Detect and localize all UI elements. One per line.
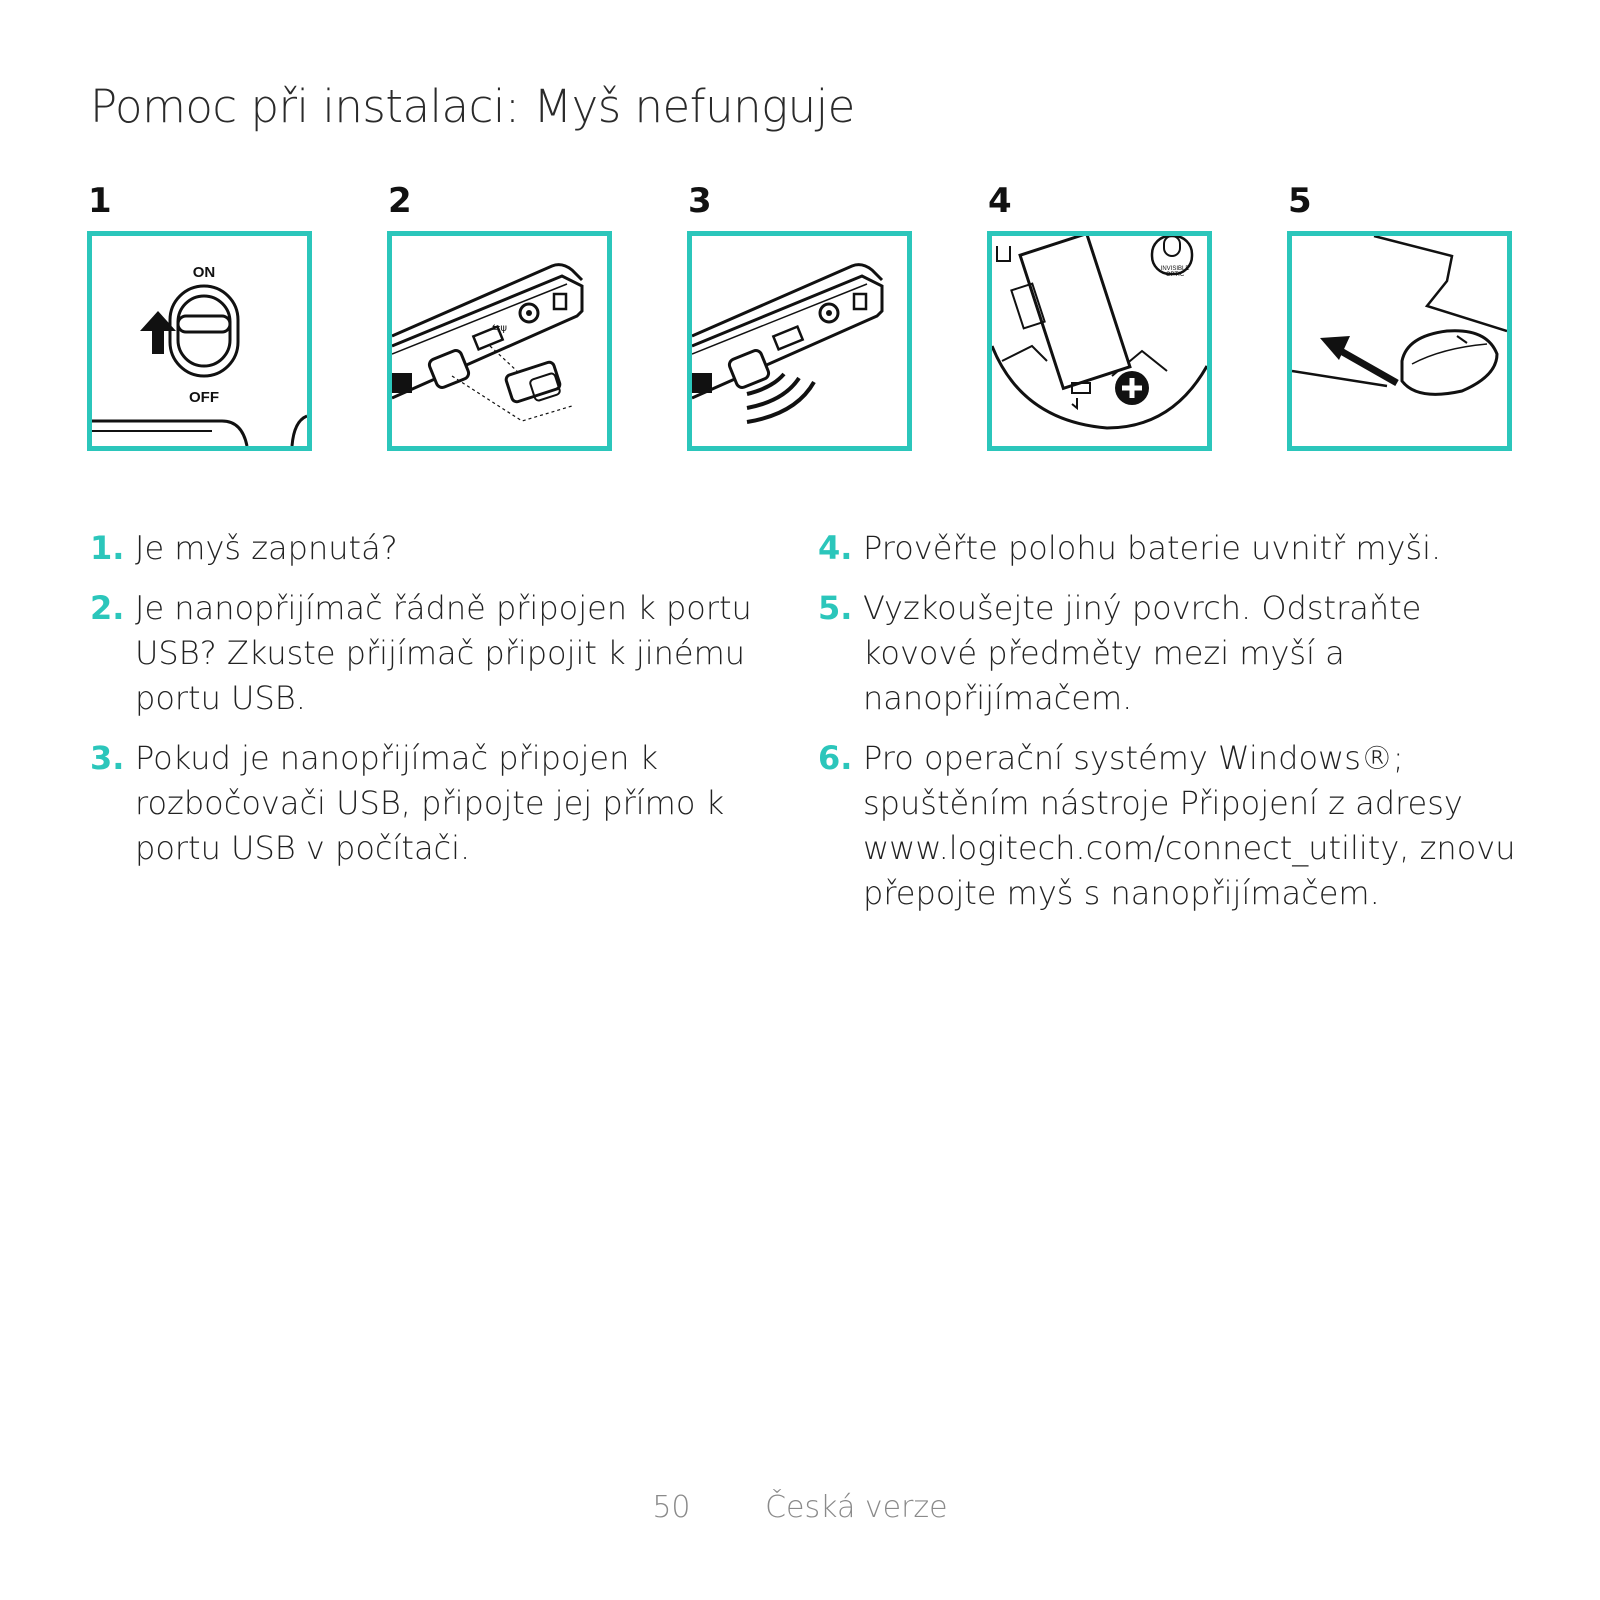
step-number-5: 5 (1288, 181, 1312, 221)
figure-usb-receiver (387, 231, 612, 451)
list-item (818, 736, 1518, 916)
switch-off-label: OFF (189, 389, 219, 406)
step-number-4: 4 (988, 181, 1012, 221)
step-number-2: 2 (388, 181, 412, 221)
battery-illustration (992, 236, 1207, 446)
usb-symbol-icon: ⇆ψ (492, 323, 507, 334)
item-number: 4. (818, 529, 853, 567)
mouse-body-edge (92, 421, 247, 446)
nano-receiver-plugged (728, 349, 771, 390)
step-number-1: 1 (88, 181, 112, 221)
figure-power-switch (87, 231, 312, 451)
page-number: 50 (652, 1490, 691, 1525)
item-number: 6. (818, 739, 853, 777)
switch-on-label: ON (192, 264, 216, 281)
item-text: Pro operační systémy Windows®; spuštěním nástroje Připojení z adresy www.logitech.com/connect_utility, znovu přepojte myš s nanopřijímačem. (863, 739, 1516, 912)
item-number: 1. (90, 529, 125, 567)
item-text: Je nanopřijímač řádně připojen k portu USB? Zkuste přijímač připojit k jinému portu USB. (135, 589, 752, 717)
page-title: Pomoc při instalaci: Myš nefunguje (90, 80, 855, 133)
item-text: Pokud je nanopřijímač připojen k rozbočovači USB, připojte jej přímo k portu USB v počítači. (135, 739, 725, 867)
switch-knob (178, 316, 230, 332)
mouse-surface-illustration (1292, 236, 1507, 446)
item-number: 3. (90, 739, 125, 777)
troubleshoot-list-left (90, 526, 770, 886)
laptop-usb-illustration (392, 236, 607, 446)
figure-receiver-signal (687, 231, 912, 451)
language-label: Česká verze (765, 1490, 948, 1525)
laptop-signal-illustration (692, 236, 907, 446)
item-text: Vyzkoušejte jiný povrch. Odstraňte kovové předměty mezi myší a nanopřijímačem. (863, 589, 1422, 717)
optic-label: OPTIC (1165, 272, 1185, 278)
invisible-label: INVISIBLE (1160, 266, 1190, 272)
list-item (818, 526, 1518, 571)
troubleshoot-list-right (818, 526, 1518, 931)
power-switch-illustration (92, 236, 307, 446)
list-item (90, 526, 770, 571)
battery-icon (1020, 236, 1130, 388)
list-item (90, 586, 770, 721)
item-text: Prověřte polohu baterie uvnitř myši. (863, 529, 1442, 567)
page-footer (0, 1490, 1600, 1525)
figure-surface (1287, 231, 1512, 451)
item-number: 2. (90, 589, 125, 627)
list-item (818, 586, 1518, 721)
figure-battery (987, 231, 1212, 451)
list-item (90, 736, 770, 871)
item-text: Je myš zapnutá? (135, 529, 398, 567)
item-number: 5. (818, 589, 853, 627)
step-number-3: 3 (688, 181, 712, 221)
